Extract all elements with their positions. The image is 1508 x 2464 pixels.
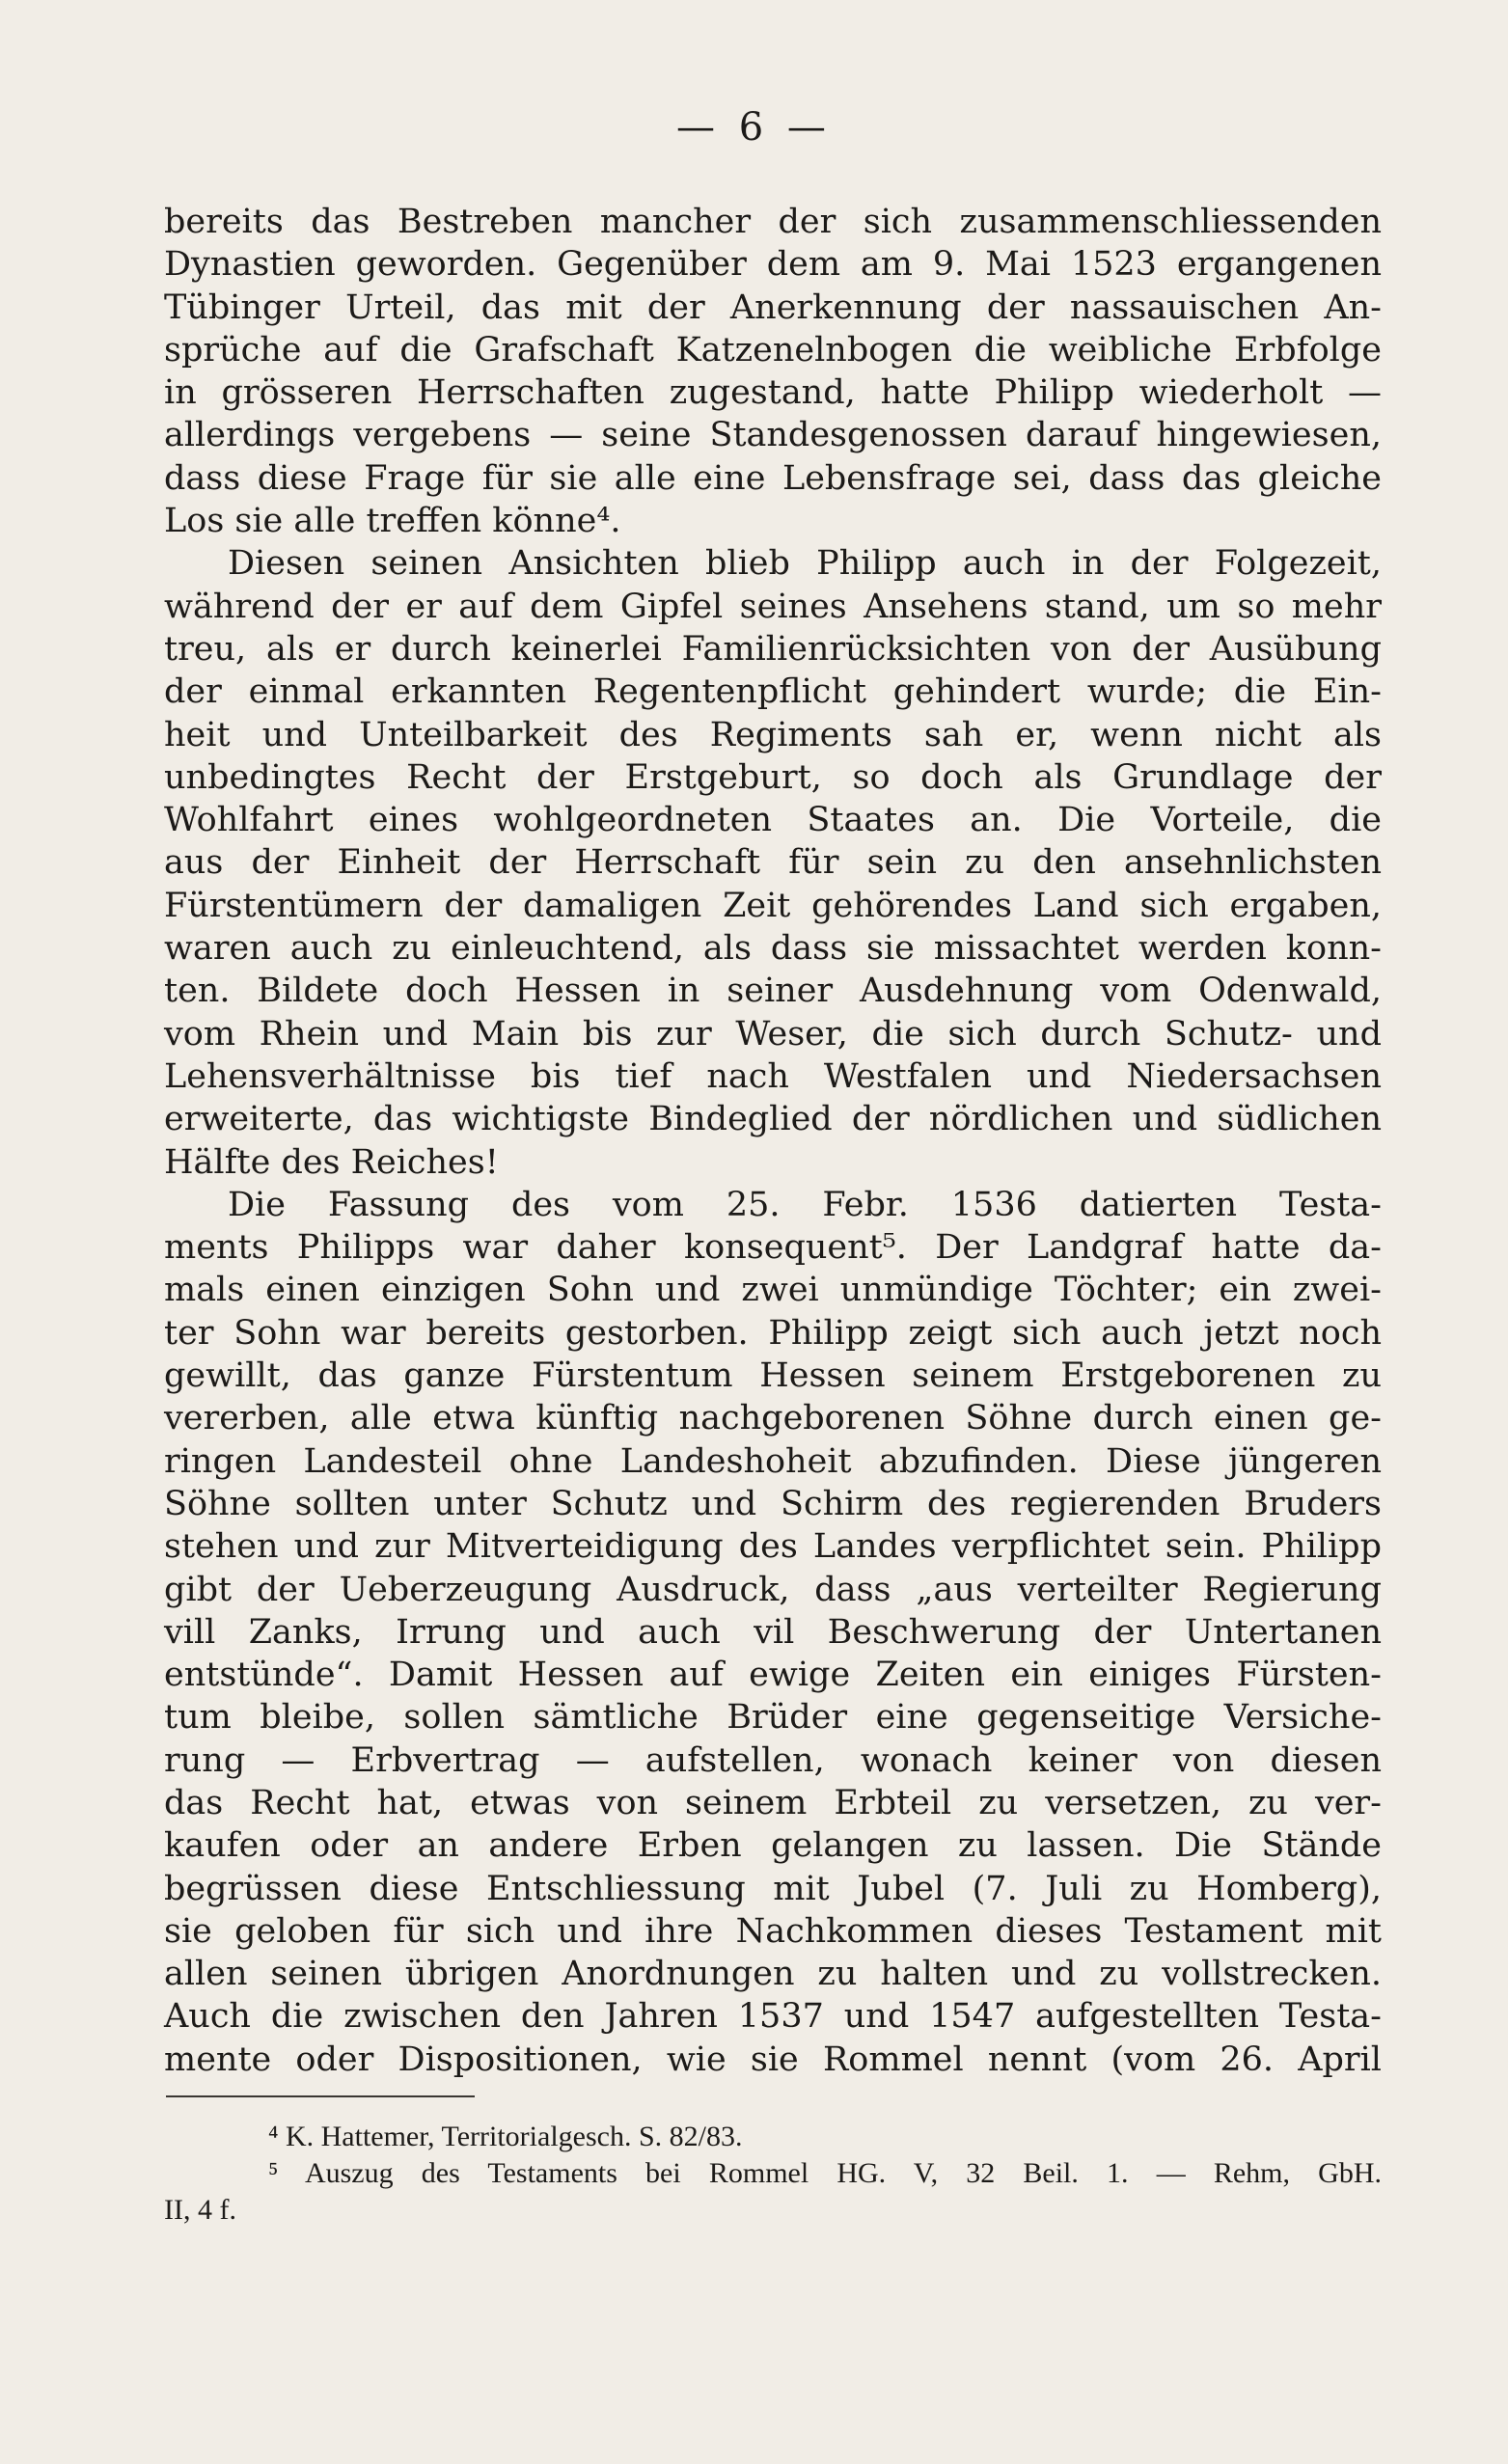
body-text	[164, 201, 1382, 2081]
text-line: Auch die zwischen den Jahren 1537 und 1547 aufgestellten Testa-	[164, 1997, 1382, 2037]
text-line: allerdings vergebens — seine Standesgenossen darauf hingewiesen,	[164, 416, 1382, 455]
footnote-divider	[166, 2095, 475, 2097]
text-line: während der er auf dem Gipfel seines Ansehens stand, um so mehr	[164, 587, 1382, 626]
text-line: das Recht hat, etwas von seinem Erbteil zu versetzen, zu ver-	[164, 1783, 1382, 1822]
text-line: Fürstentümern der damaligen Zeit gehörendes Land sich ergaben,	[164, 886, 1382, 925]
text-line: Lehensverhältnisse bis tief nach Westfalen und Niedersachsen	[164, 1056, 1382, 1096]
text-line: Tübinger Urteil, das mit der Anerkennung der nassauischen An-	[164, 287, 1382, 327]
footnote-line: ⁵ Auszug des Testaments bei Rommel HG. V, 32 Beil. 1. — Rehm, GbH.	[268, 2157, 1382, 2189]
text-line: vom Rhein und Main bis zur Weser, die sich durch Schutz- und	[164, 1014, 1382, 1054]
text-line: vererben, alle etwa künftig nachgeborenen Söhne durch einen ge-	[164, 1399, 1382, 1438]
text-line: stehen und zur Mitverteidigung des Landes verpflichtet sein. Philipp	[164, 1527, 1382, 1567]
text-line: vill Zanks, Irrung und auch vil Beschwerung der Untertanen	[164, 1612, 1382, 1652]
text-line: bereits das Bestreben mancher der sich zusammenschliessenden	[164, 203, 1382, 241]
text-line: mals einen einzigen Sohn und zwei unmündige Töchter; ein zwei-	[164, 1271, 1382, 1310]
text-line: waren auch zu einleuchtend, als dass sie missachtet werden konn-	[164, 929, 1382, 969]
text-line: Dynastien geworden. Gegenüber dem am 9. Mai 1523 ergangenen	[164, 245, 1382, 285]
footnote-line: II, 4 f.	[164, 2194, 236, 2226]
text-line: Die Fassung des vom 25. Febr. 1536 datierten Testa-	[228, 1185, 1382, 1224]
text-line: entstünde“. Damit Hessen auf ewige Zeiten ein einiges Fürsten-	[164, 1656, 1382, 1695]
text-line: kaufen oder an andere Erben gelangen zu lassen. Die Stände	[164, 1826, 1382, 1866]
footnotes	[164, 2119, 1382, 2229]
text-line: Diesen seinen Ansichten blieb Philipp auch in der Folgezeit,	[228, 544, 1382, 584]
text-line: Wohlfahrt eines wohlgeordneten Staates an. Die Vorteile, die	[164, 801, 1382, 840]
text-line: begrüssen diese Entschliessung mit Jubel (7. Juli zu Homberg),	[164, 1869, 1382, 1908]
text-line: ringen Landesteil ohne Landeshoheit abzufinden. Diese jüngeren	[164, 1441, 1382, 1481]
text-line: Söhne sollten unter Schutz und Schirm des regierenden Bruders	[164, 1484, 1382, 1523]
text-line: ter Sohn war bereits gestorben. Philipp zeigt sich auch jetzt noch	[164, 1313, 1382, 1353]
text-line: gewillt, das ganze Fürstentum Hessen seinem Erstgeborenen zu	[164, 1356, 1382, 1396]
text-line: gibt der Ueberzeugung Ausdruck, dass „aus verteilter Regierung	[164, 1570, 1382, 1609]
text-line: sprüche auf die Grafschaft Katzenelnbogen die weibliche Erbfolge	[164, 330, 1382, 370]
text-line: Los sie alle treffen könne⁴.	[164, 502, 621, 541]
text-line: treu, als er durch keinerlei Familienrücksichten von der Ausübung	[164, 629, 1382, 669]
text-line: heit und Unteilbarkeit des Regiments sah er, wenn nicht als	[164, 715, 1382, 754]
text-line: sie geloben für sich und ihre Nachkommen dieses Testament mit	[164, 1911, 1382, 1951]
text-line: tum bleibe, sollen sämtliche Brüder eine gegenseitige Versiche-	[164, 1698, 1382, 1738]
text-line: ten. Bildete doch Hessen in seiner Ausdehnung vom Odenwald,	[164, 972, 1382, 1011]
text-line: aus der Einheit der Herrschaft für sein zu den ansehnlichsten	[164, 843, 1382, 883]
text-line: erweiterte, das wichtigste Bindeglied der nördlichen und südlichen	[164, 1100, 1382, 1139]
text-line: der einmal erkannten Regentenpflicht gehindert wurde; die Ein-	[164, 672, 1382, 712]
text-line: unbedingtes Recht der Erstgeburt, so doch als Grundlage der	[164, 757, 1382, 797]
text-line: dass diese Frage für sie alle eine Lebensfrage sei, dass das gleiche	[164, 458, 1382, 498]
text-line: mente oder Dispositionen, wie sie Rommel nennt (vom 26. April	[164, 2040, 1382, 2079]
text-line: rung — Erbvertrag — aufstellen, wonach keiner von diesen	[164, 1740, 1382, 1780]
text-line: allen seinen übrigen Anordnungen zu halten und zu vollstrecken.	[164, 1955, 1382, 1994]
text-line: ments Philipps war daher konsequent⁵. Der Landgraf hatte da-	[164, 1228, 1382, 1268]
page-number: — 6 —	[676, 105, 832, 150]
text-line: in grösseren Herrschaften zugestand, hatte Philipp wiederholt —	[164, 373, 1382, 413]
text-line: Hälfte des Reiches!	[164, 1142, 499, 1182]
footnote-line: ⁴ K. Hattemer, Territorialgesch. S. 82/83.	[268, 2121, 743, 2152]
